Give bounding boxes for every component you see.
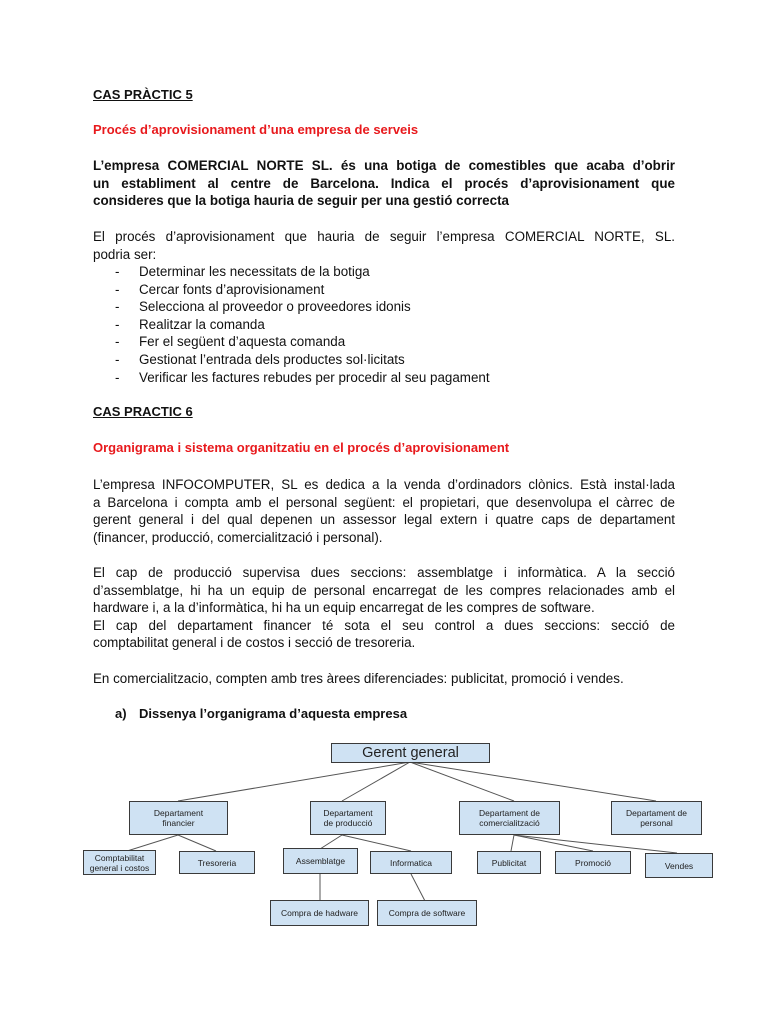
org-box-compra-hardware (270, 900, 369, 926)
list-item (115, 263, 490, 281)
connector-line (514, 835, 593, 851)
case5-statement (93, 157, 675, 210)
org-box-label: comercialització (479, 818, 540, 828)
case6-paragraph-1 (93, 476, 675, 546)
org-box-label: Promoció (575, 857, 611, 868)
org-box-label: Departament de (479, 808, 540, 818)
dash-bullet: - (115, 369, 120, 385)
connector-line (178, 762, 410, 801)
org-box-departament-comercialitzacio (459, 801, 560, 835)
dash-bullet: - (115, 281, 120, 297)
case5-statement-line: consideres que la botiga hauria de seguir per una gestió correcta (93, 193, 509, 209)
org-box-promocio (555, 851, 631, 874)
paragraph-line: comptabilitat general i de costos i secció de tresoreria. (93, 635, 416, 651)
connector-line (411, 874, 425, 901)
org-box-comptabilitat (83, 850, 156, 875)
org-box-departament-produccio (310, 801, 386, 835)
connector-line (410, 762, 656, 801)
paragraph-line: gerent general i del qual depenen un assessor legal extern i quatre caps de departament (93, 512, 675, 528)
dash-bullet: - (115, 316, 120, 332)
connector-line (127, 835, 178, 851)
connector-line (320, 835, 342, 849)
org-box-departament-financer (129, 801, 228, 835)
org-box-label: Departament (323, 808, 373, 818)
question-a (115, 706, 407, 721)
org-box-label: Compra de hadware (280, 908, 358, 918)
org-box-tresoreria (179, 851, 255, 874)
org-box-label: Informatica (389, 857, 433, 868)
list-item (115, 333, 490, 351)
dash-bullet: - (115, 351, 120, 367)
list-item-text: Verificar les factures rebudes per procedir al seu pagament (139, 369, 490, 385)
org-box-label: Comptabilitat (94, 852, 145, 863)
dash-bullet: - (115, 264, 120, 279)
case6-heading: CAS PRACTIC 6 (93, 404, 193, 419)
org-box-label: personal (640, 818, 673, 828)
case5-answer-line: podria ser: (93, 246, 157, 262)
case5-heading: CAS PRÀCTIC 5 (93, 87, 193, 102)
org-box-publicitat (477, 851, 541, 874)
connector-line (178, 835, 216, 851)
list-item (115, 281, 490, 299)
org-box-label: Vendes (664, 860, 694, 871)
org-box-assemblatge (283, 848, 358, 874)
paragraph-line: El cap del departament financer té sota el seu control a dues seccions: secció de (93, 617, 675, 633)
case5-statement-line: un establiment al centre de Barcelona. Indica el procés d’aprovisionament que (93, 175, 675, 191)
paragraph-line: d’assemblatge, hi ha un equip de personal encarregat de les compres relacionades amb el (93, 582, 675, 598)
paragraph-line: El cap de producció supervisa dues seccions: assemblatge i informàtica. A la secció (93, 565, 675, 580)
org-box-label: financier (162, 818, 195, 828)
org-box-departament-personal (611, 801, 702, 835)
org-box-label: general i costos (89, 862, 150, 873)
case6-paragraph-3: En comercialitzacio, compten amb tres àrees diferenciades: publicitat, promoció i vendes. (93, 671, 624, 686)
org-box-label: de producció (323, 818, 373, 828)
org-box-gerent-general (331, 743, 490, 763)
case6-paragraph-2 (93, 564, 675, 652)
org-box-label: Departament (153, 808, 204, 818)
list-item-text: Realitzar la comanda (139, 316, 265, 332)
list-item-text: Determinar les necessitats de la botiga (139, 264, 370, 279)
list-item (115, 316, 490, 334)
org-box-informatica (370, 851, 452, 874)
org-box-label: Tresoreria (197, 857, 237, 868)
case5-steps-list (115, 263, 490, 386)
org-box-label: Publicitat (491, 857, 527, 868)
list-item (115, 298, 490, 316)
dash-bullet: - (115, 299, 120, 315)
org-box-vendes (645, 853, 713, 878)
org-box-label: Assemblatge (295, 856, 346, 866)
list-item-text: Gestionat l’entrada dels productes sol·licitats (139, 351, 405, 367)
case5-answer-line: El procés d’aprovisionament que hauria de seguir l’empresa COMERCIAL NORTE, SL. (93, 229, 675, 244)
org-box-label: Gerent general (362, 745, 459, 761)
question-letter: a) (115, 706, 127, 721)
case5-answer (93, 228, 675, 263)
case6-subheading: Organigrama i sistema organitzatiu en el procés d’aprovisionament (93, 440, 510, 455)
list-item-text: Fer el següent d’aquesta comanda (139, 334, 346, 350)
list-item-text: Cercar fonts d’aprovisionament (139, 281, 325, 297)
list-item (115, 369, 490, 387)
connector-line (342, 762, 410, 801)
list-item (115, 351, 490, 369)
dash-bullet: - (115, 334, 120, 350)
org-box-compra-software (377, 900, 477, 926)
paragraph-line: (financer, producció, comercialització i personal). (93, 529, 383, 545)
connector-line (511, 835, 514, 851)
connector-line (410, 762, 514, 801)
case5-statement-line: L’empresa COMERCIAL NORTE SL. és una botiga de comestibles que acaba d’obrir (93, 158, 675, 173)
paragraph-line: hardware i, a la d’informàtica, hi ha un equip encarregat de les compres de software. (93, 600, 595, 616)
org-box-label: Compra de software (388, 908, 466, 918)
paragraph-line: a Barcelona i compta amb el personal següent: el propietari, que desenvolupa el càrrec de (93, 494, 675, 510)
question-text: Dissenya l’organigrama d’aquesta empresa (139, 706, 408, 721)
case5-subheading: Procés d’aprovisionament d’una empresa de serveis (93, 122, 419, 137)
list-item-text: Selecciona al proveedor o proveedores idonis (139, 299, 411, 315)
paragraph-line: L’empresa INFOCOMPUTER, SL es dedica a la venda d’ordinadors clònics. Està instal·lada (93, 477, 675, 492)
org-box-label: Departament de (626, 808, 687, 818)
